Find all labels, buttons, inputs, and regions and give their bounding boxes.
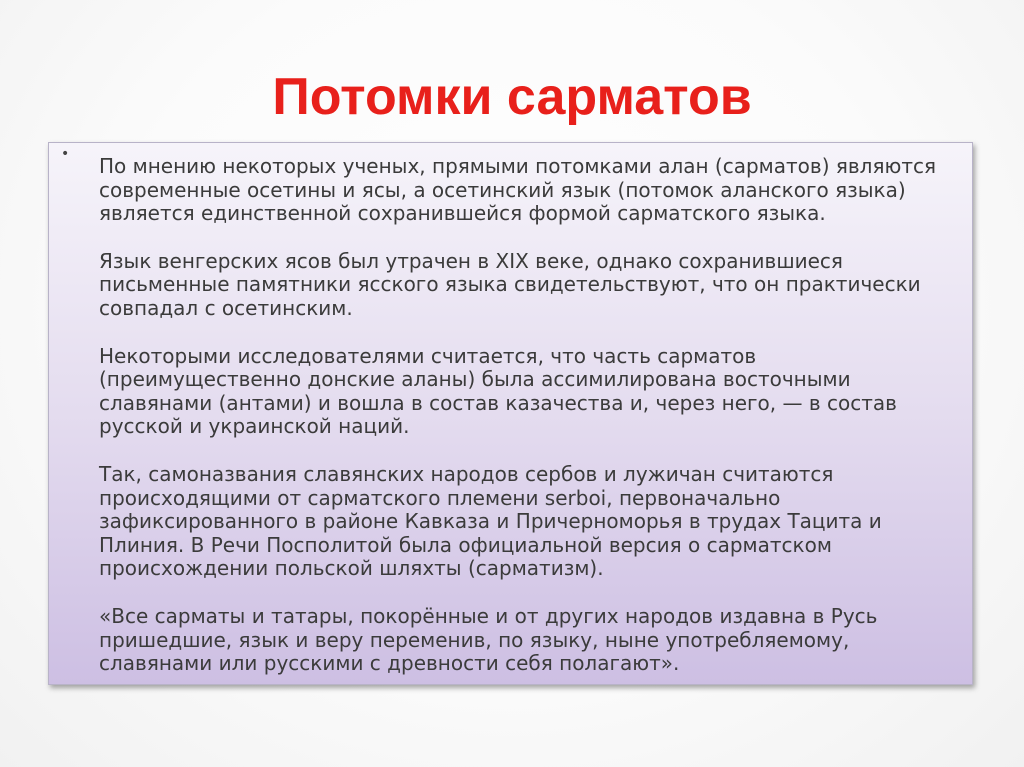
paragraph-serbs-sorbs: Так, самоназвания славянских народов сербов и лужичан считаются происходящими от сарматского племени serboi, первоначально зафиксированного в районе Кавказа и Причерноморья в трудах Тацита и Плиния. В Речи Посполитой была официальной версия о сарматском происхождении польской шляхты (сарматизм).: [99, 461, 882, 581]
paragraph-eastern-slavs: Некоторыми исследователями считается, что часть сарматов (преимущественно донские аланы) была ассимилирована восточными славянами (антами) и вошла в состав казачества и, через него, — в состав русской и украинской наций.: [99, 343, 897, 439]
paragraph-alans-descendants: По мнению некоторых ученых, прямыми потомками алан (сарматов) являются современные осетины и ясы, а осетинский язык (потомок аланского языка) является единственной сохранившейся формой сарматского языка.: [99, 154, 937, 226]
paragraph-jassic-language: Язык венгерских ясов был утрачен в XIX веке, однако сохранившиеся письменные памятники ясского языка свидетельствуют, что он практически совпадал с осетинским.: [99, 248, 921, 320]
content-box: [48, 142, 973, 685]
paragraph-quote: «Все сарматы и татары, покорённые и от других народов издавна в Русь пришедшие, язык и веру переменив, по языку, ныне употребляемому, славянами или русскими с древности себя полагают».: [99, 603, 878, 676]
text-area: [99, 155, 959, 700]
slide-title: Потомки сарматов: [272, 68, 752, 126]
bullet-marker: •: [61, 146, 70, 162]
